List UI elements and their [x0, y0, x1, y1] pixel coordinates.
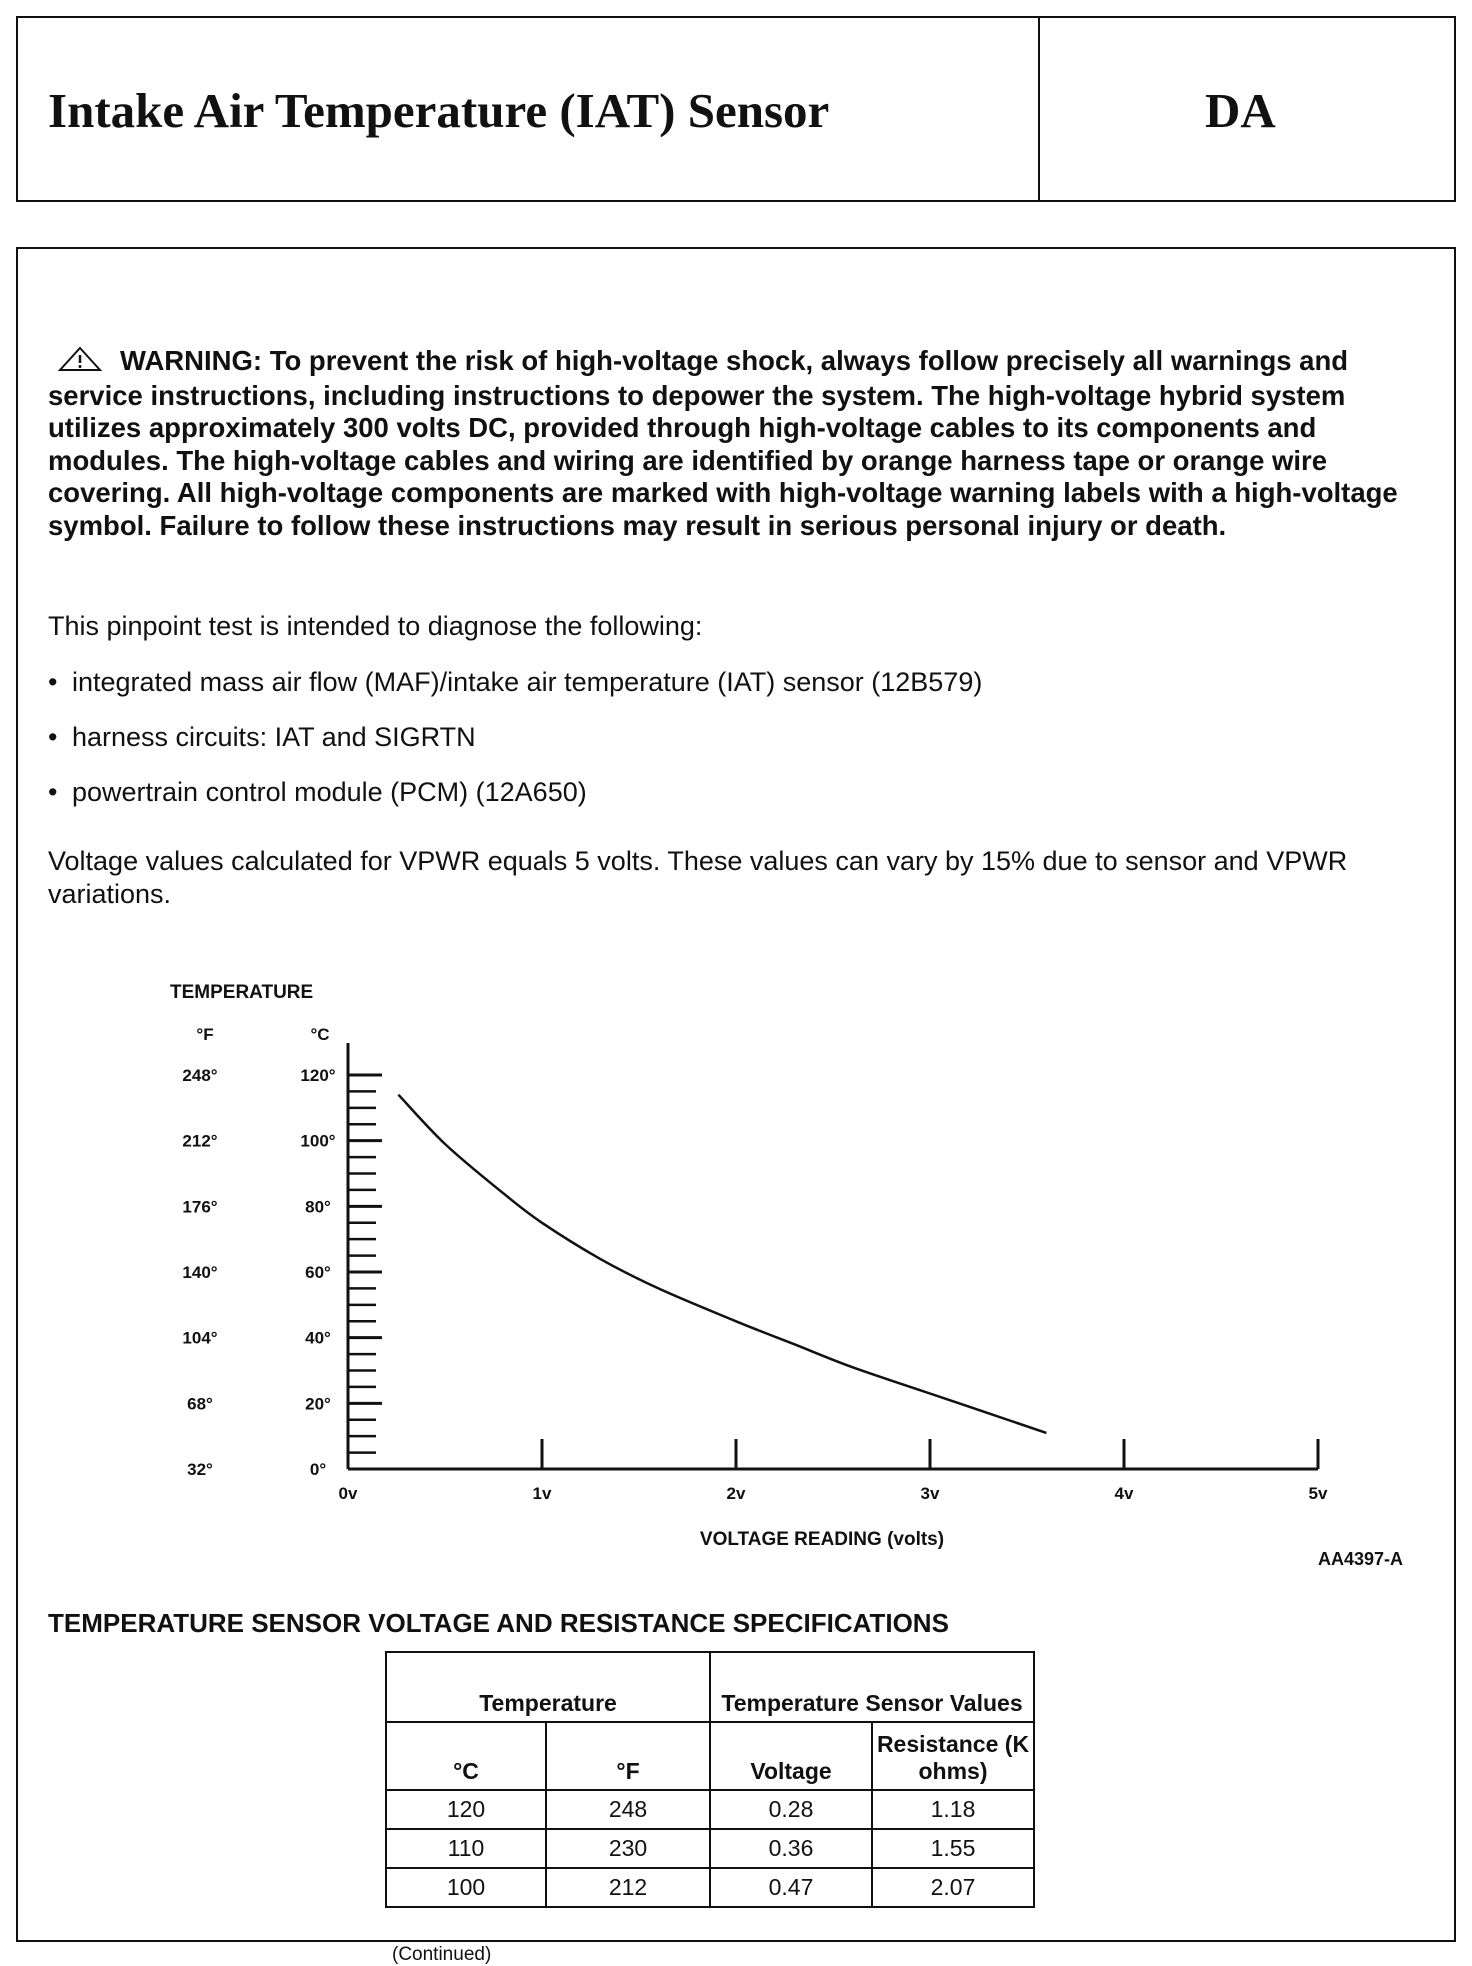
x-tick-labels	[339, 1484, 1328, 1503]
y-tick-label-f: 176°	[182, 1197, 218, 1217]
y-tick-label-c: 80°	[305, 1197, 331, 1217]
y-tick-label-c: 60°	[305, 1263, 331, 1282]
y-tick-label-c: 120°	[300, 1066, 336, 1085]
iat-chart	[0, 940, 1472, 1580]
x-axis-label: VOLTAGE READING (volts)	[699, 1529, 945, 1550]
y-tick-label-f: 212°	[182, 1131, 218, 1151]
x-tick-label: 3v	[920, 1484, 940, 1503]
continued-note: (Continued)	[392, 1944, 492, 1965]
y-tick-label-f: 68°	[187, 1394, 213, 1414]
header-fahrenheit: °F	[546, 1722, 710, 1790]
y-tick-label-c: 100°	[300, 1131, 336, 1151]
y-tick-label-f: 32°	[187, 1460, 213, 1479]
data-line	[398, 1095, 1046, 1433]
cell-voltage: 0.36	[710, 1829, 872, 1868]
y-unit-c: °C	[310, 1025, 330, 1044]
cell-voltage: 0.28	[710, 1790, 872, 1829]
y-tick-labels	[182, 1066, 335, 1479]
y-tick-label-c: 40°	[305, 1328, 331, 1348]
y-tick-label-f: 104°	[182, 1328, 218, 1348]
y-tick-label-f: 140°	[182, 1263, 218, 1282]
cell-fahrenheit: 230	[546, 1829, 710, 1868]
cell-fahrenheit: 248	[546, 1790, 710, 1829]
table-row	[386, 1829, 1034, 1868]
table-row	[386, 1790, 1034, 1829]
chart-axes	[348, 1043, 1318, 1469]
x-tick-label: 0v	[338, 1484, 358, 1503]
cell-resistance: 1.55	[872, 1829, 1034, 1868]
figure-id: AA4397-A	[1317, 1549, 1403, 1569]
cell-fahrenheit: 212	[546, 1868, 710, 1907]
page-title: Intake Air Temperature (IAT) Sensor	[48, 83, 830, 138]
y-unit-f: °F	[196, 1025, 214, 1044]
list-item: • integrated mass air flow (MAF)/intake air temperature (IAT) sensor (12B579)	[48, 667, 983, 697]
chart-title: TEMPERATURE	[170, 982, 314, 1003]
section-code: DA	[1205, 83, 1276, 138]
x-tick-label: 1v	[532, 1484, 552, 1503]
warning-triangle-icon	[58, 346, 102, 380]
x-tick-label: 2v	[726, 1484, 746, 1503]
cell-resistance: 2.07	[872, 1868, 1034, 1907]
header-sensor-values: Temperature Sensor Values	[710, 1652, 1034, 1722]
x-tick-label: 5v	[1308, 1484, 1328, 1503]
cell-voltage: 0.47	[710, 1868, 872, 1907]
cell-celsius: 100	[386, 1868, 546, 1907]
spec-heading: TEMPERATURE SENSOR VOLTAGE AND RESISTANCE SPECIFICATIONS	[48, 1608, 949, 1638]
voltage-note: Voltage values calculated for VPWR equals 5 volts. These values can vary by 15% due to sensor and VPWR variations.	[48, 846, 1348, 909]
intro-text: This pinpoint test is intended to diagnose the following:	[48, 611, 703, 641]
cell-resistance: 1.18	[872, 1790, 1034, 1829]
cell-celsius: 110	[386, 1829, 546, 1868]
title-divider	[1038, 18, 1040, 200]
table-row	[386, 1868, 1034, 1907]
spec-table	[385, 1651, 1035, 1908]
list-item: • powertrain control module (PCM) (12A650)	[48, 777, 587, 807]
y-tick-label-f: 248°	[182, 1066, 218, 1085]
y-tick-label-c: 20°	[305, 1394, 331, 1414]
header-celsius: °C	[386, 1722, 546, 1790]
warning-block	[48, 345, 1418, 542]
warning-text: WARNING: To prevent the risk of high-voltage shock, always follow precisely all warnings and service instructions, including instructions to depower the system. The high-voltage hybrid system utilizes approximately 300 volts DC, provided through high-voltage cables to its components and modules. The high-voltage cables and wiring are identified by orange harness tape or orange wire covering. All high-voltage components are marked with high-voltage warning labels with a high-voltage symbol. Failure to follow these instructions may result in serious personal injury or death.	[48, 345, 1398, 541]
header-resistance: Resistance (K ohms)	[872, 1722, 1034, 1790]
cell-celsius: 120	[386, 1790, 546, 1829]
x-tick-label: 4v	[1114, 1484, 1134, 1503]
y-tick-label-c: 0°	[309, 1460, 327, 1479]
list-item: • harness circuits: IAT and SIGRTN	[48, 722, 476, 752]
header-voltage: Voltage	[710, 1722, 872, 1790]
header-temperature: Temperature	[386, 1652, 710, 1722]
